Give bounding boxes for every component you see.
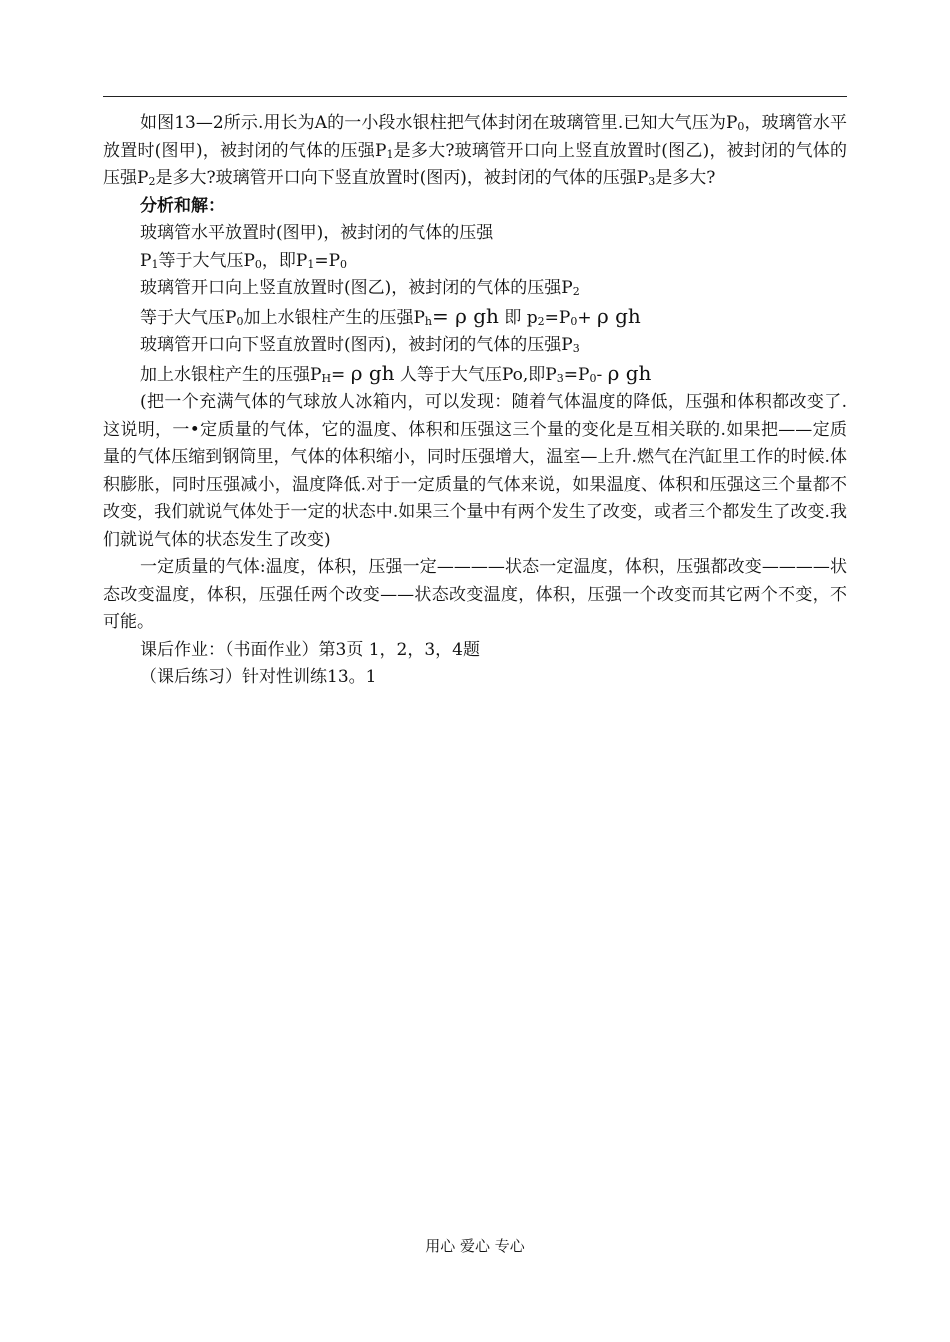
problem-statement: 如图13—2所示.用长为A的一小段水银柱把气体封闭在玻璃管里.已知大气压为$P_0$，玻璃管水平放置时(图甲)，被封闭的气体的压强$P_1$是多大?玻璃管开口向上竖直放置时(图乙)，被封闭的气体的压强$P_2$是多大?玻璃管开口向下竖直放置时(图丙)，被封闭的气体的压强$P_3$是多大? bbox=[103, 113, 847, 188]
homework-line-2: （课后练习）针对性训练13。1 bbox=[140, 667, 377, 687]
page-body bbox=[103, 110, 847, 692]
header-rule bbox=[103, 96, 847, 97]
analysis-heading: 分析和解： bbox=[140, 195, 225, 216]
solution-line-3: 玻璃管开口向上竖直放置时(图乙)，被封闭的气体的压强$P_2$ bbox=[140, 278, 580, 298]
page-footer: 用心 爱心 专心 bbox=[425, 1237, 525, 1255]
note-paragraph: (把一个充满气体的气球放人冰箱内，可以发现：随着气体温度的降低，压强和体积都改变了.这说明，一•定质量的气体，它的温度、体积和压强这三个量的变化是互相关联的.如果把——定质量的气体压缩到钢筒里，气体的体积缩小，同时压强增大，温室—上升.燃气在汽缸里工作的时候.体积膨胀，同时压强减小，温度降低.对于一定质量的气体来说，如果温度、体积和压强这三个量都不改变，我们就说气体处于一定的状态中.如果三个量中有两个发生了改变，或者三个都发生了改变.我们就说气体的状态发生了改变) bbox=[103, 392, 847, 550]
solution-line-5: 玻璃管开口向下竖直放置时(图丙)，被封闭的气体的压强$P_3$ bbox=[140, 335, 580, 355]
homework-line-1: 课后作业：（书面作业）第3页 1，2，3，4题 bbox=[140, 639, 480, 660]
solution-line-4: 等于大气压$P_0$加上水银柱产生的压强$P_h= \rho$ gh 即 $p_2=P_0+ \rho$ gh bbox=[140, 303, 641, 328]
solution-line-6: 加上水银柱产生的压强$P_H= \rho$ gh 人等于大气压Po,即$P_3=P_0-$ ρ gh bbox=[140, 360, 652, 385]
summary-paragraph: 一定质量的气体:温度，体积，压强一定————状态一定温度，体积，压强都改变————状态改变温度，体积，压强任两个改变——状态改变温度，体积，压强一个改变而其它两个不变，不可能。 bbox=[103, 557, 847, 632]
solution-line-2: $P_1$等于大气压$P_0$，即$P_1=P_0$ bbox=[140, 250, 348, 271]
solution-line-1: 玻璃管水平放置时(图甲)，被封闭的气体的压强 bbox=[140, 223, 494, 243]
